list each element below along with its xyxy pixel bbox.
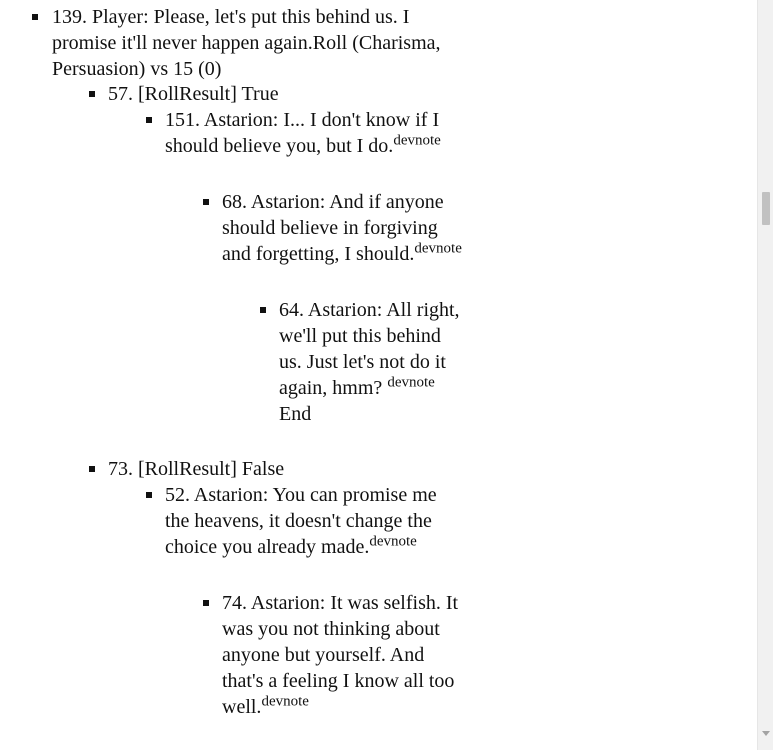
node-text: 68. Astarion: And if anyone should believe in forgiving and forgetting, I should.$^{devnote}$	[222, 191, 462, 265]
dialogue-node-68	[222, 189, 470, 267]
node-text: 73. [RollResult] False	[108, 458, 285, 480]
dialogue-node-57	[108, 81, 408, 107]
bullet-icon	[146, 117, 152, 123]
node-text: 52. Astarion: You can promise me the heavens, it doesn't change the choice you already made.$^{devnote}$	[165, 484, 437, 558]
dialogue-node-151	[165, 107, 453, 159]
bullet-icon	[146, 492, 152, 498]
devnote-marker: devnote	[261, 693, 309, 710]
vertical-scrollbar[interactable]	[757, 0, 773, 750]
bullet-icon	[260, 307, 266, 313]
dialogue-node-74	[222, 590, 462, 720]
node-text: 139. Player: Please, let's put this behind us. I promise it'll never happen again.Roll (Charisma, Persuasion) vs 15 (0)	[52, 6, 441, 80]
devnote-marker: devnote	[387, 374, 435, 391]
node-text: 74. Astarion: It was selfish. It was you not thinking about anyone but yourself. And that's a feeling I know all too well.$^{devnote}$	[222, 592, 459, 718]
dialogue-node-64	[279, 297, 465, 427]
node-text: 151. Astarion: I... I don't know if I should believe you, but I do.$^{devnote}$	[165, 109, 441, 157]
bullet-icon	[89, 91, 95, 97]
node-text: 64. Astarion: All right, we'll put this behind us. Just let's not do it again, hmm? $^{devnote}$	[279, 299, 460, 399]
bullet-icon	[32, 14, 38, 20]
devnote-marker: devnote	[393, 132, 441, 149]
scroll-down-arrow-icon[interactable]	[762, 731, 770, 736]
devnote-marker: devnote	[369, 533, 417, 550]
dialogue-node-52	[165, 482, 450, 560]
bullet-icon	[203, 600, 209, 606]
node-text: 57. [RollResult] True	[108, 83, 279, 105]
end-marker: End	[279, 403, 312, 425]
bullet-icon	[89, 466, 95, 472]
dialogue-node-139	[52, 4, 472, 82]
dialogue-node-73	[108, 456, 408, 482]
devnote-marker: devnote	[414, 240, 462, 257]
scrollbar-thumb[interactable]	[762, 192, 770, 225]
bullet-icon	[203, 199, 209, 205]
